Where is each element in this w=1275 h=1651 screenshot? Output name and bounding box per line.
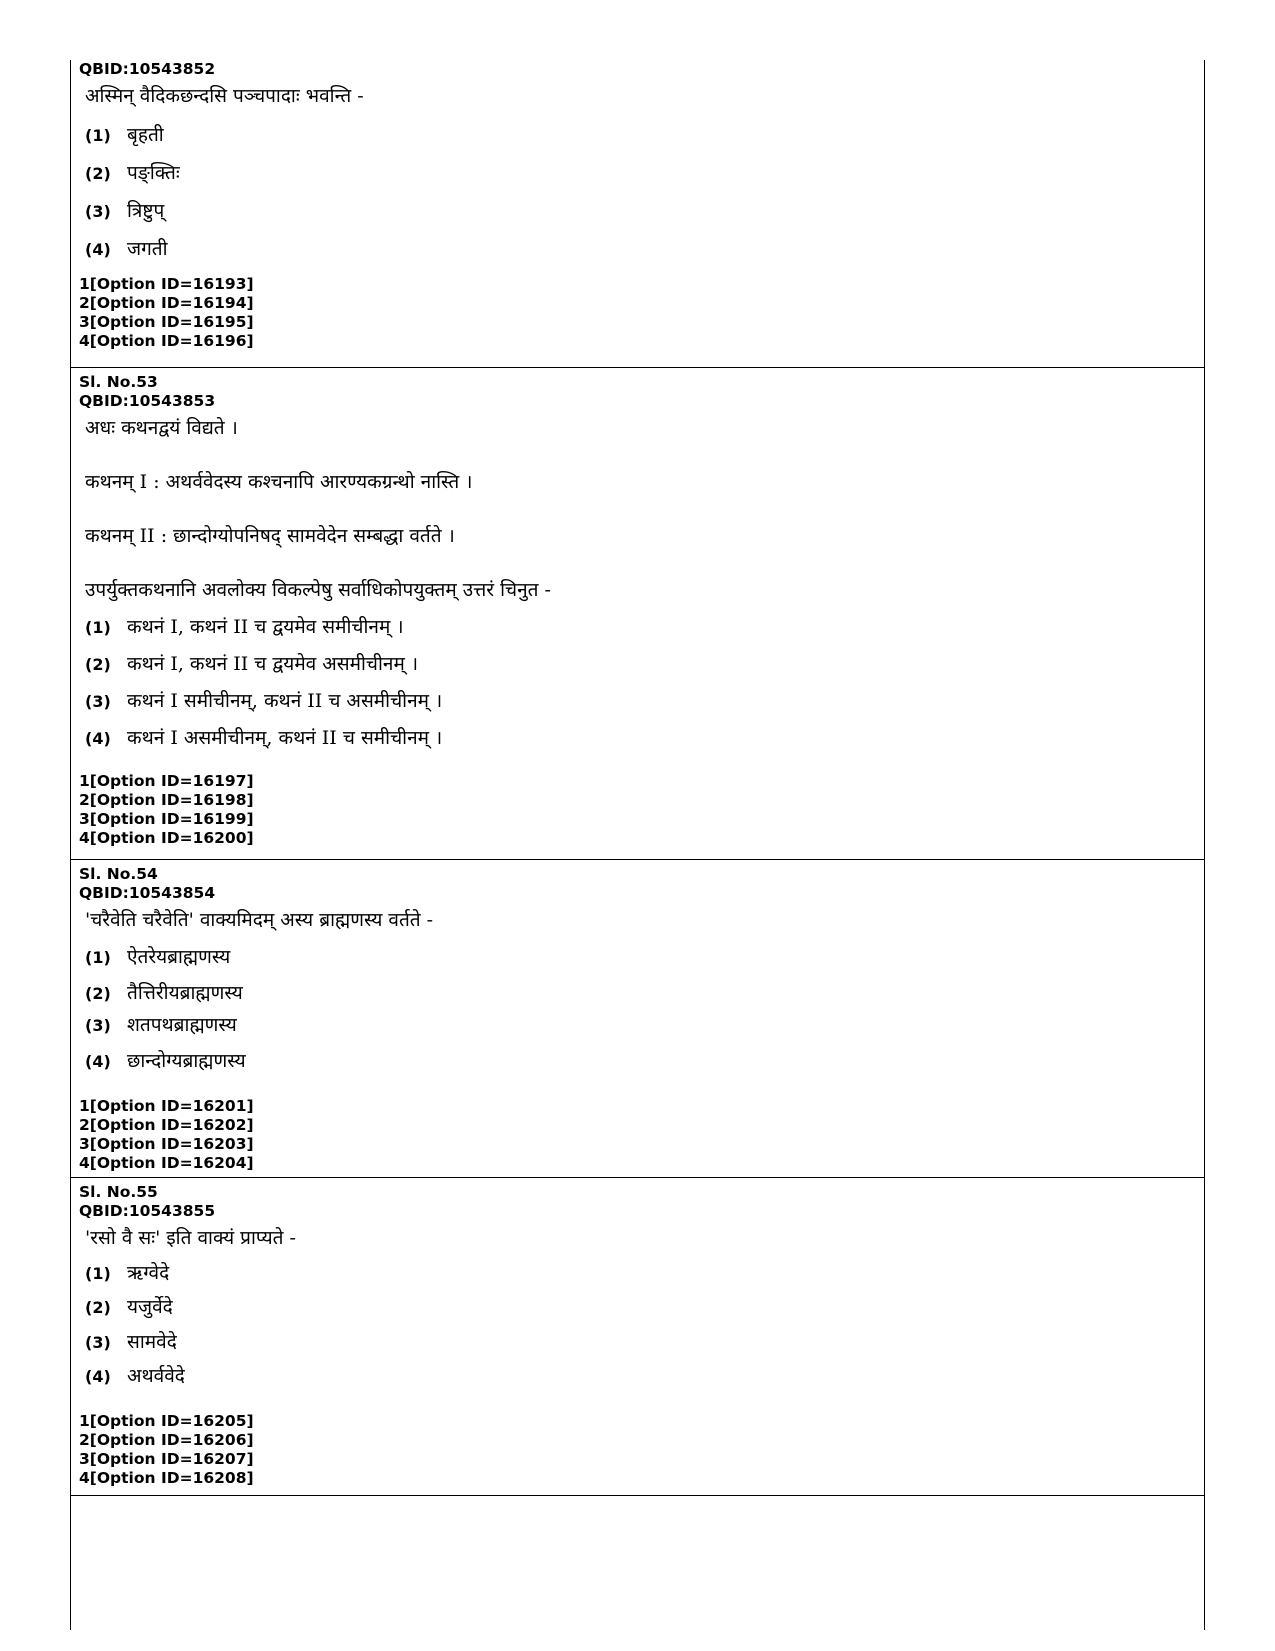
- next-question-block: [71, 1496, 1204, 1596]
- qbid-label: QBID:10543855: [79, 1202, 216, 1220]
- option-id: 3[Option ID=16199]: [79, 810, 254, 828]
- option-1: [79, 943, 1204, 969]
- question-stem: 'चरैवेति चरैवेति' वाक्यमिदम् अस्य ब्राह्मणस्य वर्तते -: [85, 909, 434, 931]
- option-4: [79, 724, 1204, 750]
- option-id: 3[Option ID=16203]: [79, 1135, 254, 1153]
- option-text: ऋग्वेदे: [127, 1262, 170, 1284]
- option-id: 1[Option ID=16193]: [79, 275, 254, 293]
- option-text: कथनं I, कथनं II च द्वयमेव असमीचीनम् ।: [127, 653, 419, 675]
- statement-one: कथनम् I : अथर्ववेदस्य कश्चनापि आरण्यकग्रन्थो नास्ति ।: [85, 471, 473, 493]
- option-id: 2[Option ID=16202]: [79, 1116, 254, 1134]
- question-block-53: [71, 368, 1204, 860]
- question-block-55: [71, 1178, 1204, 1496]
- option-number: (4): [85, 240, 111, 259]
- option-id: 3[Option ID=16207]: [79, 1450, 254, 1468]
- option-4: [79, 235, 1204, 261]
- option-2: [79, 159, 1204, 185]
- option-number: (3): [85, 202, 111, 221]
- qbid-label: QBID:10543854: [79, 884, 216, 902]
- option-number: (3): [85, 1333, 111, 1352]
- option-number: (1): [85, 618, 111, 637]
- option-text: कथनं I असमीचीनम्, कथनं II च समीचीनम् ।: [127, 727, 443, 749]
- question-stem-line: अधः कथनद्वयं विद्यते ।: [85, 417, 238, 439]
- option-id: 4[Option ID=16196]: [79, 332, 254, 350]
- option-text: कथनं I समीचीनम्, कथनं II च असमीचीनम् ।: [127, 690, 443, 712]
- option-2: [79, 1293, 1204, 1319]
- option-text: पङ्क्तिः: [127, 162, 180, 184]
- option-number: (2): [85, 164, 111, 183]
- option-number: (3): [85, 692, 111, 711]
- option-id: 2[Option ID=16194]: [79, 294, 254, 312]
- option-number: (1): [85, 948, 111, 967]
- option-text: कथनं I, कथनं II च द्वयमेव समीचीनम् ।: [127, 616, 404, 638]
- serial-number: Sl. No.55: [79, 1183, 158, 1201]
- option-text: अथर्ववेदे: [127, 1365, 185, 1387]
- serial-number: Sl. No.53: [79, 373, 158, 391]
- qbid-label: QBID:10543853: [79, 392, 216, 410]
- option-3: [79, 1011, 1204, 1037]
- option-id: 3[Option ID=16195]: [79, 313, 254, 331]
- option-number: (4): [85, 1052, 111, 1071]
- option-id: 2[Option ID=16206]: [79, 1431, 254, 1449]
- option-id-list: [79, 772, 1204, 848]
- option-text: छान्दोग्यब्राह्मणस्य: [127, 1050, 246, 1072]
- option-id-list: [79, 1097, 1204, 1173]
- option-2: [79, 979, 1204, 1005]
- option-id-list: [79, 1412, 1204, 1488]
- option-id: 1[Option ID=16197]: [79, 772, 254, 790]
- option-text: यजुर्वेदे: [127, 1296, 173, 1318]
- option-number: (2): [85, 984, 111, 1003]
- option-number: (4): [85, 729, 111, 748]
- option-id: 1[Option ID=16201]: [79, 1097, 254, 1115]
- option-id: 4[Option ID=16204]: [79, 1154, 254, 1172]
- question-block-54: [71, 860, 1204, 1178]
- option-text: तैत्तिरीयब्राह्मणस्य: [127, 982, 243, 1004]
- option-number: (3): [85, 1016, 111, 1035]
- option-id: 2[Option ID=16198]: [79, 791, 254, 809]
- question-stem: 'रसो वै सः' इति वाक्यं प्राप्यते -: [85, 1227, 296, 1249]
- option-text: शतपथब्राह्मणस्य: [127, 1014, 237, 1036]
- option-4: [79, 1047, 1204, 1073]
- question-block-52: [71, 60, 1204, 368]
- option-number: (4): [85, 1367, 111, 1386]
- option-number: (1): [85, 1264, 111, 1283]
- option-text: सामवेदे: [127, 1331, 177, 1353]
- option-text: ऐतरेयब्राह्मणस्य: [127, 946, 231, 968]
- option-id: 4[Option ID=16200]: [79, 829, 254, 847]
- option-2: [79, 650, 1204, 676]
- serial-number: Sl. No.54: [79, 865, 158, 883]
- option-number: (1): [85, 126, 111, 145]
- option-id-list: [79, 275, 1204, 351]
- option-4: [79, 1362, 1204, 1388]
- option-text: बृहती: [127, 124, 164, 146]
- option-text: जगती: [127, 238, 168, 260]
- option-id: 4[Option ID=16208]: [79, 1469, 254, 1487]
- option-1: [79, 121, 1204, 147]
- question-paper-frame: [70, 60, 1205, 1630]
- option-number: (2): [85, 1298, 111, 1317]
- option-1: [79, 613, 1204, 639]
- question-stem: अस्मिन् वैदिकछन्दसि पञ्चपादाः भवन्ति -: [85, 85, 364, 107]
- option-3: [79, 687, 1204, 713]
- option-id: 1[Option ID=16205]: [79, 1412, 254, 1430]
- qbid-label: QBID:10543852: [79, 60, 216, 78]
- option-text: त्रिष्टुप्: [127, 200, 165, 222]
- statement-two: कथनम् II : छान्दोग्योपनिषद् सामवेदेन सम्बद्धा वर्तते ।: [85, 525, 455, 547]
- option-3: [79, 197, 1204, 223]
- option-3: [79, 1328, 1204, 1354]
- question-instruction: उपर्युक्तकथनानि अवलोक्य विकल्पेषु सर्वाधिकोपयुक्तम् उत्तरं चिनुत -: [85, 579, 551, 601]
- option-1: [79, 1259, 1204, 1285]
- option-number: (2): [85, 655, 111, 674]
